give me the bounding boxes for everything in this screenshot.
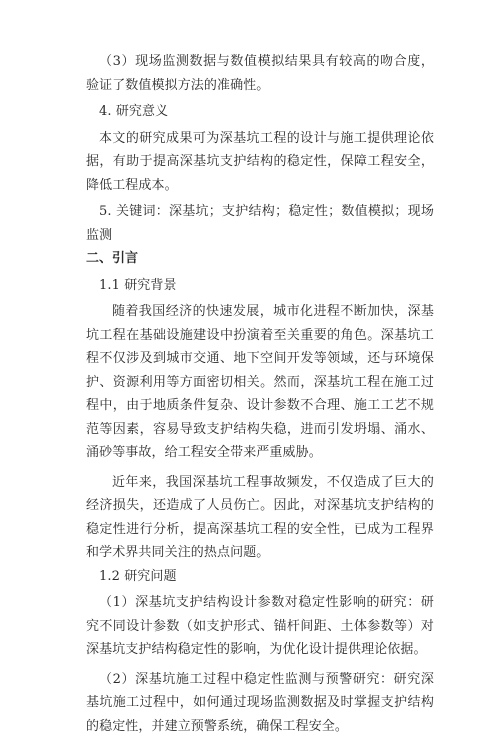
conclusion-item-3: （3）现场监测数据与数值模拟结果具有较高的吻合度，验证了数值模拟方法的准确性。 — [86, 50, 434, 97]
background-paragraph-1: 随着我国经济的快速发展，城市化进程不断加快，深基坑工程在基础设施建设中扮演着至关重要的角色。深基坑工程不仅涉及到城市交通、地下空间开发等领域，还与环境保护、资源利用等方面密切相关。然而，深基坑工程在施工过程中，由于地质条件复杂、设计参数不合理、施工工艺不规范等因素，容易导致支护结构失稳，进而引发坍塌、涌水、涌砂等事故，给工程安全带来严重威胁。 — [86, 300, 434, 465]
section-heading-introduction: 二、引言 — [86, 247, 434, 271]
research-question-1: （1）深基坑支护结构设计参数对稳定性影响的研究：研究不同设计参数（如支护形式、锚杆间距、土体参数等）对深基坑支护结构稳定性的影响，为优化设计提供理论依据。 — [86, 591, 434, 662]
significance-paragraph: 本文的研究成果可为深基坑工程的设计与施工提供理论依据，有助于提高深基坑支护结构的稳定性，保障工程安全，降低工程成本。 — [86, 127, 434, 198]
subheading-research-background: 1.1 研究背景 — [86, 274, 434, 298]
document-body — [86, 50, 434, 738]
background-paragraph-2: 近年来，我国深基坑工程事故频发，不仅造成了巨大的经济损失，还造成了人员伤亡。因此，对深基坑支护结构的稳定性进行分析，提高深基坑工程的安全性，已成为工程界和学术界共同关注的热点问题。 — [86, 471, 434, 565]
subheading-research-questions: 1.2 研究问题 — [86, 565, 434, 589]
section-heading-significance: 4. 研究意义 — [86, 100, 434, 124]
keywords-line: 5. 关键词：深基坑；支护结构；稳定性；数值模拟；现场监测 — [86, 200, 434, 247]
research-question-2: （2）深基坑施工过程中稳定性监测与预警研究：研究深基坑施工过程中，如何通过现场监测数据及时掌握支护结构的稳定性，并建立预警系统，确保工程安全。 — [86, 668, 434, 738]
